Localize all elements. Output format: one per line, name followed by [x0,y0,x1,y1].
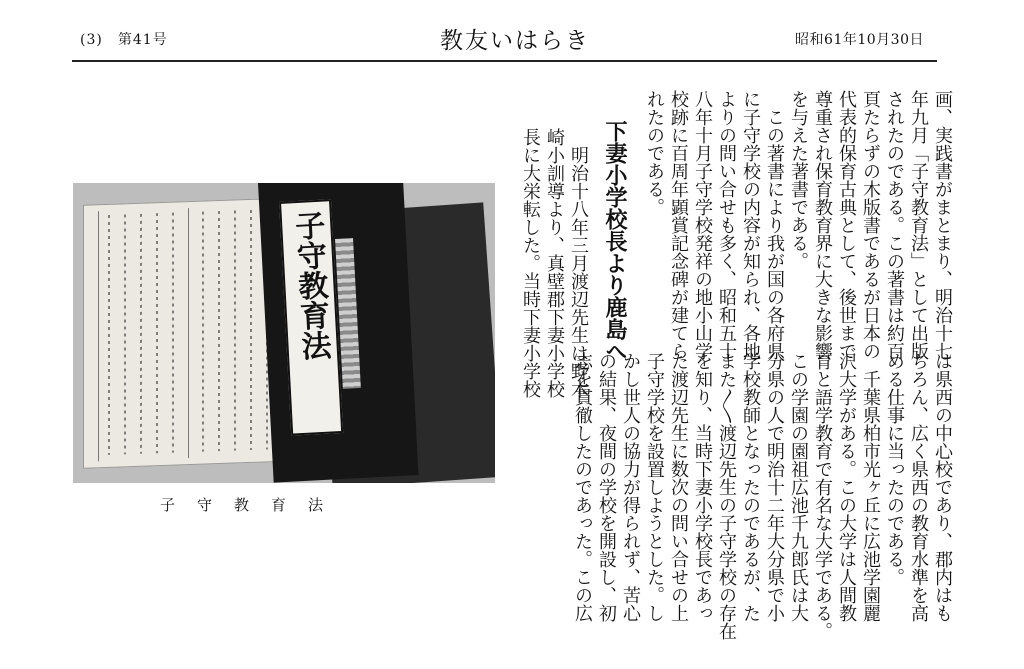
text-column: た渡辺先生に数次の問い合せの上 [668,352,689,622]
text-column: 尊重され保育教育界に大きな影響 [812,90,833,360]
text-column: 明治十八年三月渡辺先生は野木 [568,128,589,398]
book-title: 子守教育法 [288,209,332,362]
book-photo [73,183,495,483]
text-column: 学校教師となったのであるが、た [740,352,761,622]
issue-number: (3) 第41号 [80,32,168,48]
text-column: 分県の人で明治十二年大分県で小 [764,352,785,622]
text-column: 画、実践書がまとまり、明治十七 [932,90,953,360]
masthead-title: 教友いはらき [440,28,590,54]
text-column: 代表的保育古典として、後世まで [836,90,857,360]
text-column: 沢大学がある。この大学は人間教 [836,352,857,622]
text-column: 育と語学教育で有名な大学である。 [812,352,833,640]
issue-date: 昭和61年10月30日 [795,32,924,48]
text-column: 年九月「子守教育法」として出版 [908,90,929,360]
text-column: また〳〵渡辺先生の子守学校の存在 [716,352,737,640]
text-column: この学園の園祖広池千九郎氏は大 [788,352,809,622]
text-column: を知り、当時下妻小学校長であっ [692,352,713,622]
text-column: 千葉県柏市光ヶ丘に広池学園麗 [860,352,881,622]
text-column: かし世人の協力が得られず、苦心 [620,352,641,622]
text-column: める仕事に当ったのである。 [884,352,905,586]
text-column: 校跡に百周年顕賞記念碑が建てら [668,90,689,360]
text-column: よりの問い合せも多く、昭和五十 [716,90,737,360]
text-column: れたのである。 [644,90,665,216]
text-column: 子守学校を設置しようとした。し [644,352,665,622]
text-column: に子守学校の内容が知られ、各地 [740,90,761,360]
header-rule [72,60,937,62]
book-cover [258,183,419,483]
text-column: 志を貫徹したのであった。この広 [572,352,593,622]
page-header [0,0,1024,64]
text-column: 崎小訓導より、真壁郡下妻小学校 [544,128,565,398]
text-column: 八年十月子守学校発祥の地小山学 [692,90,713,360]
text-column: の結果、夜間の学校を開設し、初 [596,352,617,622]
text-column: されたのである。この著書は約百 [884,90,905,360]
text-column: 頁たらずの木版書であるが日本の [860,90,881,360]
text-column: は県西の中心校であり、郡内はも [932,352,953,622]
photo-caption: 子守教育法 [160,496,346,514]
book-title-label [279,199,343,435]
section-headline: 下妻小学校長より鹿島へ [602,120,628,362]
text-column: 長に大栄転した。当時下妻小学校 [520,128,541,398]
text-column: ちろん、広く県西の教育水準を高 [908,352,929,622]
text-column: を与えた著書である。 [788,90,809,270]
text-column: この著書により我が国の各府県 [764,90,785,360]
